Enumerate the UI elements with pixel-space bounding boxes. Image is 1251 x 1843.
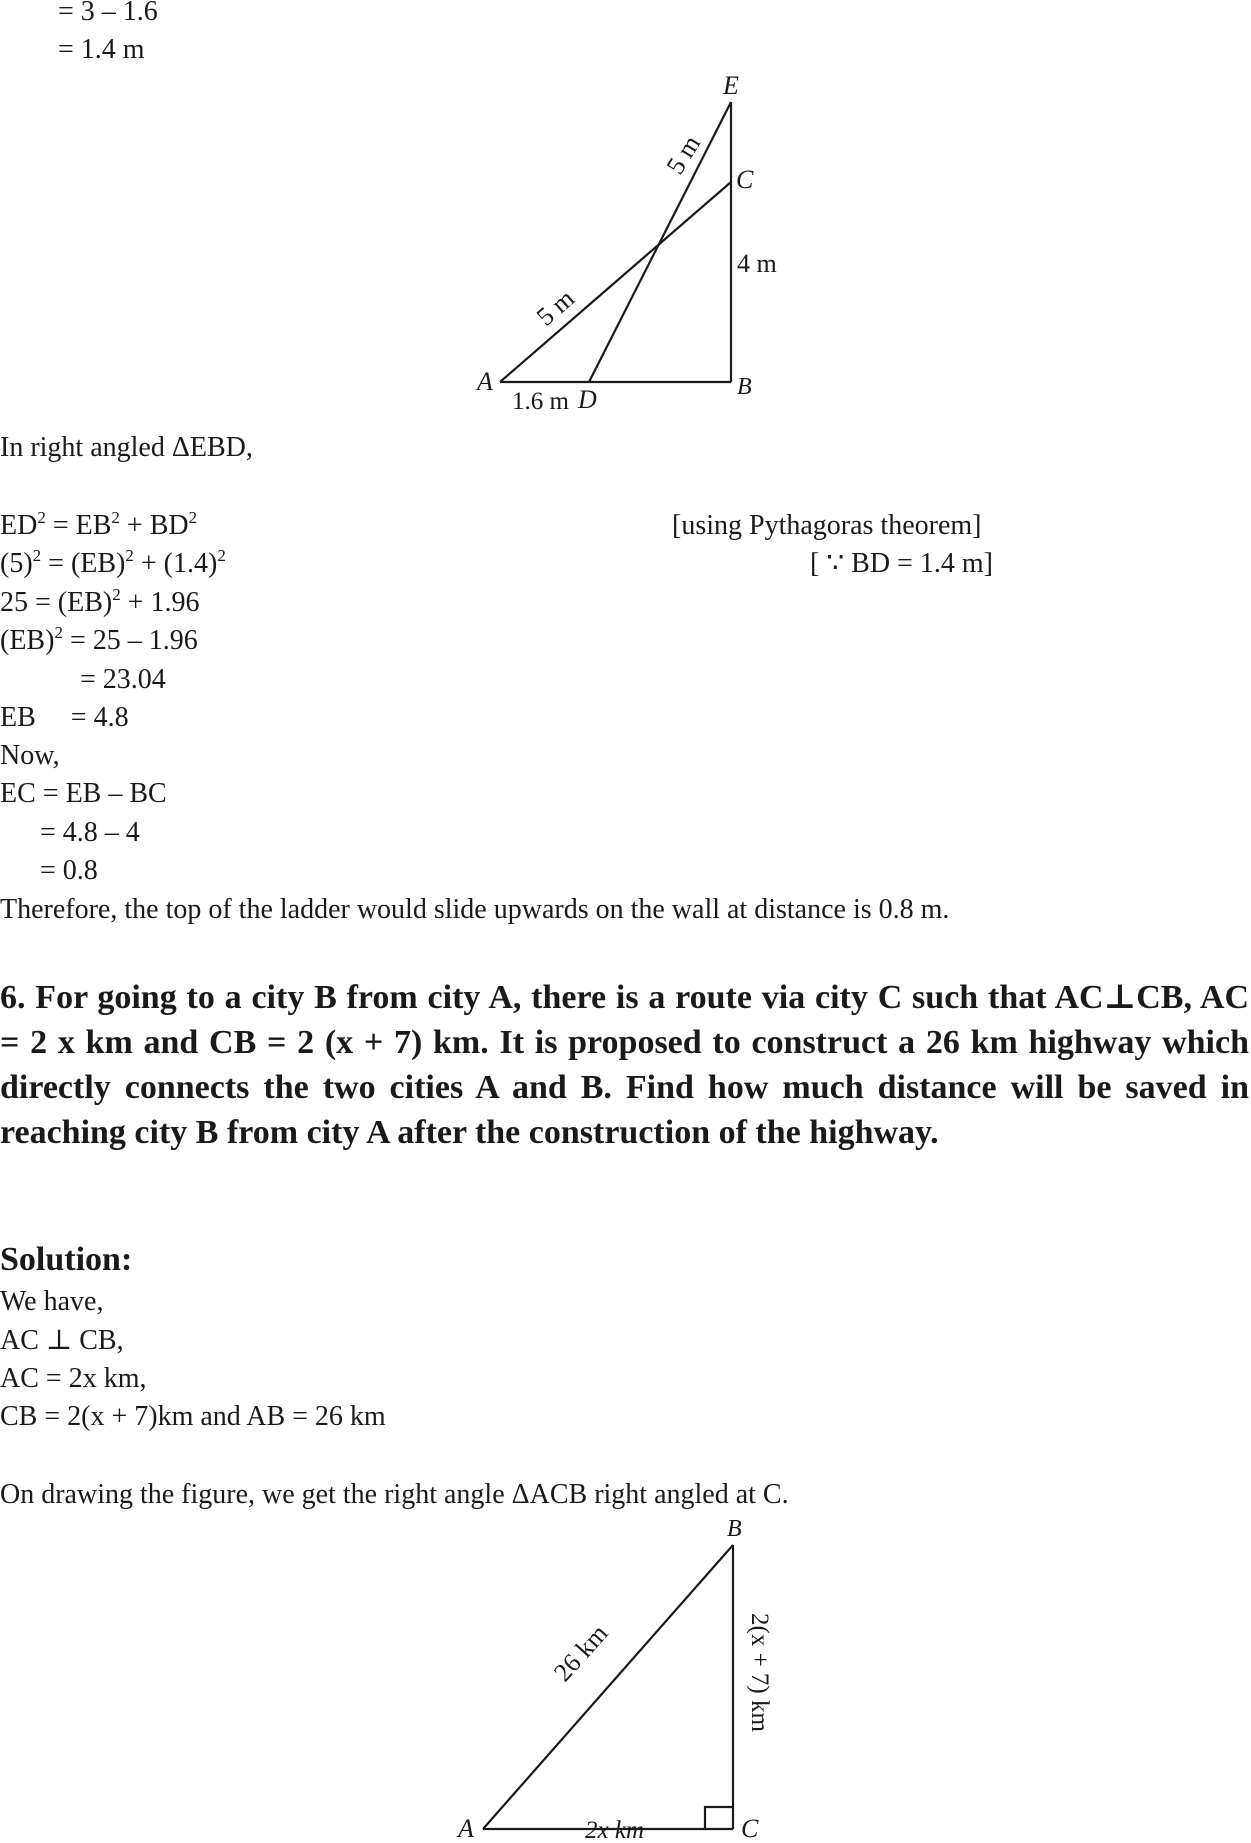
- length-vertical: 2(x + 7) km: [746, 1613, 773, 1732]
- length-bc: 4 m: [737, 249, 777, 278]
- ladder-de: [589, 102, 731, 382]
- equation-line: (EB)$^2$ = 25 – 1.96: [0, 623, 198, 656]
- length-hypotenuse: 26 km: [547, 1618, 614, 1688]
- equation-note: [ ∵ BD = 1.4 m]: [810, 548, 993, 579]
- equation-line: 25 = (EB)$^2$ + 1.96: [0, 585, 200, 618]
- equation-line: EB = 4.8: [0, 702, 129, 733]
- conclusion-line: Therefore, the top of the ladder would slide upwards on the wall at distance is 0.8 m.: [0, 894, 950, 925]
- length-ad: 1.6 m: [512, 388, 569, 415]
- ladder-figure: [0, 0, 1251, 430]
- side-ab: [483, 1545, 733, 1829]
- solution-line: AC = 2x km,: [0, 1363, 147, 1394]
- equation-line: EC = EB – BC: [0, 778, 167, 809]
- solution-line: AC ⊥ CB,: [0, 1325, 124, 1356]
- label-b: B: [727, 1516, 742, 1542]
- ladder-ac: [500, 182, 731, 382]
- length-ec: 5 m: [660, 130, 707, 180]
- length-base: 2x km: [585, 1817, 644, 1843]
- solution-line: We have,: [0, 1286, 104, 1317]
- label-b: B: [737, 374, 752, 400]
- intro-line: In right angled ΔEBD,: [0, 432, 253, 463]
- solution-line: CB = 2(x + 7)km and AB = 26 km: [0, 1401, 386, 1432]
- text-line: Now,: [0, 740, 60, 771]
- label-a: A: [477, 367, 493, 396]
- equation-line: $ED^2 = EB^2 + BD^2$: [0, 508, 198, 541]
- label-c: C: [736, 165, 754, 194]
- right-angle-mark: [705, 1807, 733, 1829]
- equation-line: = 23.04: [80, 664, 166, 695]
- equation-line: = 4.8 – 4: [40, 817, 140, 848]
- question-6: 6. For going to a city B from city A, there is a route via city C such that AC⊥CB, AC = 2 x km and CB = 2 (x + 7) km. It is proposed to construct a 26 km highway which directly connects the two cities A and B. Find how much distance will be saved in reaching city B from city A after the construction of the highway.: [0, 979, 1249, 1151]
- label-e: E: [723, 71, 739, 100]
- equation-note: [using Pythagoras theorem]: [672, 510, 982, 541]
- calc-line: = 3 – 1.6: [58, 0, 158, 27]
- label-d: D: [578, 385, 597, 414]
- length-ac: 5 m: [530, 283, 580, 332]
- figure-intro: On drawing the figure, we get the right angle ΔACB right angled at C.: [0, 1479, 789, 1510]
- calc-line: = 1.4 m: [58, 34, 145, 65]
- equation-line: = 0.8: [40, 855, 98, 886]
- solution-heading: Solution:: [0, 1241, 133, 1278]
- label-a: A: [458, 1814, 474, 1843]
- triangle-acb-figure: [0, 1503, 1251, 1843]
- equation-line: $(5)^2 = (EB)^2 + (1.4)^2$: [0, 546, 226, 579]
- label-c: C: [741, 1814, 759, 1843]
